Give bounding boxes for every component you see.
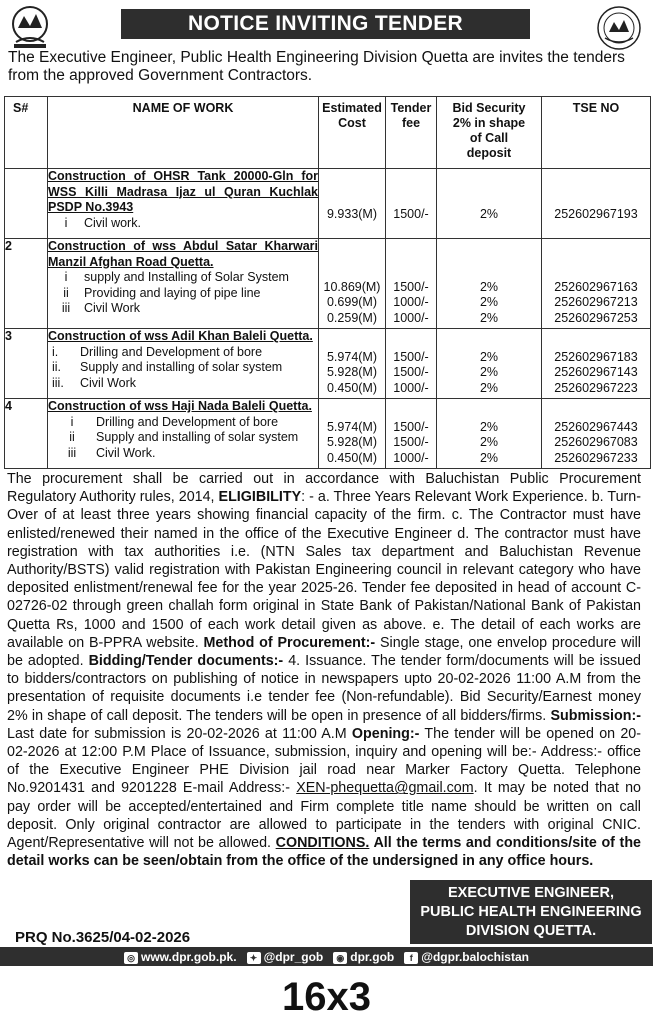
tse-value: 252602967163 (554, 279, 638, 294)
facebook-icon: f (404, 952, 418, 964)
header-bid-line1: Bid Security (452, 101, 526, 115)
fee-value: 1500/- (393, 206, 429, 221)
header-tse-no: TSE NO (542, 97, 651, 169)
govt-emblem-logo (10, 4, 50, 50)
fee-value: 1000/- (393, 450, 429, 465)
ad-size-label: 16x3 (282, 975, 371, 1019)
header-tender-fee (386, 97, 437, 169)
eligibility-label: ELIGIBILITY (218, 489, 302, 506)
work-name: Construction of wss Haji Nada Baleli Quetta. (48, 399, 312, 413)
tse-value: 252602967443 (554, 419, 638, 434)
cost-value: 5.928(M) (326, 365, 378, 379)
twitter-icon: ✦ (247, 952, 261, 964)
tse-value: 252602967193 (554, 206, 638, 221)
tse-value: 252602967213 (554, 295, 638, 309)
tse-value: 252602967083 (554, 435, 638, 449)
header-bid-security (437, 97, 542, 169)
facebook-handle[interactable]: @dgpr.balochistan (421, 949, 529, 964)
sub-item: i Drilling and Development of bore (70, 414, 279, 429)
header-cost-line1: Estimated (322, 101, 382, 115)
header-bid-line3: of Call (469, 131, 509, 145)
signature-line2: PUBLIC HEALTH ENGINEERING (420, 904, 642, 920)
sub-item: i. Drilling and Development of bore (52, 344, 263, 359)
fee-value: 1000/- (393, 295, 429, 309)
row-sno (5, 169, 48, 239)
cost-value: 5.974(M) (326, 419, 378, 434)
fee-value: 1500/- (393, 435, 429, 449)
tse-value: 252602967223 (554, 380, 638, 395)
intro-text: The Executive Engineer, Public Health Engineering Division Quetta are invites the tenders from the approved Government Contractors. (8, 49, 625, 84)
header-cost-line2: Cost (338, 116, 366, 130)
table-header-row (5, 97, 651, 169)
bid-value: 2% (479, 435, 499, 449)
cost-value: 9.933(M) (326, 206, 378, 221)
submission-label: Submission:- (550, 707, 641, 724)
terms-paragraph: The procurement shall be carried out in accordance with Baluchistan Public Procurement Regulatory Authority rules, 2014, ELIGIBILITY: - a. Three Years Relevant Work Experience. b. Turn-Over of at least three years showing financial capacity of the firm. c. The Contractor must have enlisted/renewed their named in the office of the Executive Engineer d. The contractor must have registration with tax authorities i.e. (NTN Sales tax department and Baluchistan Revenue Authority/BSTS) valid registration with Pakistan Engineering council in relevant category who have deposited enlistment/renewal fee for the year 2025-26. Tender fee deposited in head of account C-02726-02 through green challah form original in State Bank of Pakistan/National Bank of Pakistan Quetta Rs, 1000 and 1500 of each work detail given as above. e. The detail of each works are available on B-PPRA website. Method of Procurement:- Single stage, one envelop procedure will be adopted. Bidding/Tender documents:- 4. Issuance. The tender form/documents will be issued to bidders/contractors on publishing of notice in newspapers upto 20-02-2026 11:00 A.M from the presentation of requisite documents i.e tender fee (Non-refundable). Bid Security/Earnest money 2% in shape of call deposit. The tenders will be open in presence of all bidders/firms. Submission:- Last date for submission is 20-02-2026 at 11:00 A.M Opening:- The tender will be opened on 20-02-2026 at 12:00 P.M Place of Issuance, submission, inquiry and opening will be:- Address:- office of the Executive Engineer PHE Division jail road near Marker Factory Quetta. Telephone No.9201431 and 9201228 E-mail Address:- XEN-phequetta@gmail.com. It may be noted that no pay order will be accepted/entertained and Firm complete title name should be written on call deposit. Only original contractor are allowed to participate in the tenders with original CNIC. Agent/Representative will not be allowed. CONDITIONS. All the terms and conditions/site of the detail works can be seen/obtain from the office of the undersigned in any office hours. (7, 471, 642, 870)
sub-item: ii. Supply and installing of solar system (52, 360, 283, 374)
row-sno: 4 (5, 399, 48, 469)
bid-value: 2% (479, 349, 499, 364)
tse-value: 252602967253 (554, 310, 638, 325)
bid-value: 2% (479, 279, 499, 294)
header-estimated-cost (319, 97, 386, 169)
sub-item: i supply and Installing of Solar System (64, 270, 289, 284)
header-bid-line4: deposit (466, 146, 512, 160)
table-row (5, 329, 651, 399)
fee-value: 1500/- (393, 365, 429, 379)
cost-value: 5.928(M) (326, 435, 378, 449)
work-name: Construction of OHSR Tank 20000-Gln for WSS Killi Madrasa Ijaz ul Quran Kuchlak PSDP No.3943 (48, 169, 318, 214)
tse-value: 252602967183 (554, 349, 638, 364)
bid-value: 2% (479, 380, 499, 395)
table-row (5, 399, 651, 469)
email-link[interactable]: XEN-phequetta@gmail.com (296, 780, 474, 797)
phe-department-logo (595, 4, 643, 52)
sub-item: iii. Civil Work (52, 375, 137, 390)
bid-value: 2% (479, 206, 499, 221)
header-fee-line2: fee (401, 116, 421, 130)
fee-value: 1500/- (393, 279, 429, 294)
table-row (5, 239, 651, 329)
cost-value: 0.450(M) (326, 380, 378, 395)
work-name: Construction of wss Adil Khan Baleli Quetta. (48, 329, 313, 343)
bid-value: 2% (479, 419, 499, 434)
bid-value: 2% (479, 295, 499, 309)
cost-value: 10.869(M) (323, 279, 381, 294)
work-name: Construction of wss Abdul Satar Kharwari Manzil Afghan Road Quetta. (48, 239, 318, 269)
sub-item: i Civil work. (64, 215, 141, 230)
fee-value: 1500/- (393, 419, 429, 434)
opening-label: Opening:- (351, 725, 420, 742)
footer-social-bar (0, 947, 653, 966)
tse-value: 252602967233 (554, 450, 638, 465)
bid-value: 2% (479, 365, 499, 379)
fee-value: 1000/- (393, 380, 429, 395)
sub-item: ii Supply and installing of solar system (69, 430, 299, 444)
sub-item: iii Civil Work. (67, 445, 156, 460)
conditions-label: CONDITIONS. (275, 835, 370, 852)
cost-value: 0.450(M) (326, 450, 378, 465)
website-link[interactable]: www.dpr.gob.pk. (141, 949, 237, 964)
instagram-icon: ◉ (333, 952, 347, 964)
table-row (5, 169, 651, 239)
header-bid-line2: 2% in shape (452, 116, 526, 130)
fee-value: 1500/- (393, 349, 429, 364)
globe-icon: ◎ (124, 952, 138, 964)
row-sno: 2 (5, 239, 48, 329)
twitter-handle[interactable]: @dpr_gob (263, 949, 324, 964)
header-name-of-work: NAME OF WORK (48, 97, 319, 169)
cost-value: 5.974(M) (326, 349, 378, 364)
sub-item: ii Providing and laying of pipe line (63, 285, 261, 300)
header-sno: S# (5, 97, 48, 169)
signature-block (410, 880, 652, 944)
tse-value: 252602967143 (554, 365, 638, 379)
tender-table (4, 96, 651, 469)
bidding-label: Bidding/Tender documents:- (88, 653, 284, 670)
signature-line1: EXECUTIVE ENGINEER, (448, 885, 614, 901)
bid-value: 2% (479, 450, 499, 465)
cost-value: 0.699(M) (326, 295, 378, 309)
row-sno: 3 (5, 329, 48, 399)
method-label: Method of Procurement:- (203, 634, 376, 651)
sub-item: iii Civil Work (61, 301, 141, 315)
cost-value: 0.259(M) (326, 310, 378, 325)
bid-value: 2% (479, 310, 499, 325)
prq-number: PRQ No.3625/04-02-2026 (15, 929, 191, 946)
signature-line3: DIVISION QUETTA. (465, 923, 597, 939)
header-fee-line1: Tender (390, 101, 432, 115)
fee-value: 1000/- (393, 310, 429, 325)
instagram-handle[interactable]: dpr.gob (350, 949, 395, 964)
notice-title: NOTICE INVITING TENDER (121, 9, 530, 39)
